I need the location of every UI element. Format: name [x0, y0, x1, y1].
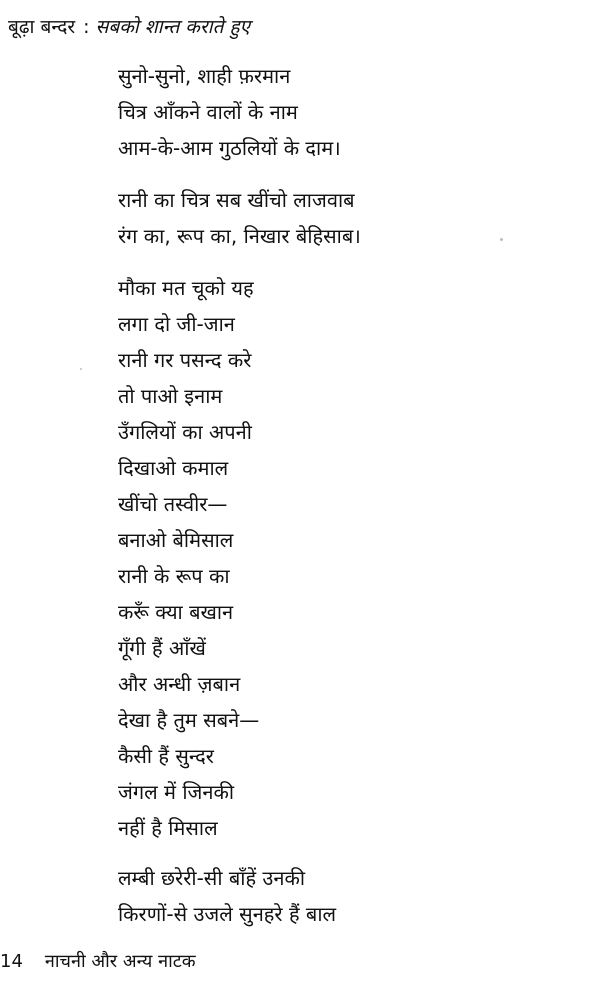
page-number: 14 — [0, 951, 23, 972]
paper-speck — [500, 238, 503, 241]
verse-line: चित्र आँकने वालों के नाम — [118, 100, 298, 124]
speaker-colon: : — [83, 16, 90, 38]
stanza-1 — [118, 58, 341, 166]
speaker-name: बूढ़ा बन्दर — [8, 16, 76, 38]
verse-line: तो पाओ इनाम — [118, 384, 223, 408]
verse-line: रानी के रूप का — [118, 564, 230, 588]
stage-direction: सबको शान्त कराते हुए — [95, 16, 251, 38]
verse-line: खींचो तस्वीर— — [118, 492, 228, 516]
verse-line: और अन्धी ज़बान — [118, 672, 241, 696]
verse-line: बनाओ बेमिसाल — [118, 528, 234, 552]
verse-line: लगा दो जी-जान — [118, 312, 235, 336]
verse-line: कैसी हैं सुन्दर — [118, 744, 214, 768]
verse-line: आम-के-आम गुठलियों के दाम। — [118, 136, 341, 160]
verse-line: जंगल में जिनकी — [118, 780, 234, 804]
verse-line: नहीं है मिसाल — [118, 816, 218, 840]
verse-line: गूँगी हैं आँखें — [118, 636, 206, 660]
verse-line: दिखाओ कमाल — [118, 456, 229, 480]
verse-line: करूँ क्या बखान — [118, 600, 234, 624]
stanza-3 — [118, 270, 259, 846]
verse-line: रानी गर पसन्द करे — [118, 348, 252, 372]
page-footer — [0, 950, 196, 974]
verse-line: मौका मत चूको यह — [118, 276, 254, 300]
paper-speck — [80, 368, 82, 370]
stanza-2 — [118, 182, 361, 254]
verse-line: किरणों-से उजले सुनहरे हैं बाल — [118, 902, 337, 926]
verse-line: लम्बी छरेरी-सी बाँहें उनकी — [118, 866, 306, 890]
verse-line: रंग का, रूप का, निखार बेहिसाब। — [118, 224, 361, 248]
verse-line: देखा है तुम सबने— — [118, 708, 260, 732]
book-title: नाचनी और अन्य नाटक — [44, 951, 196, 972]
speaker-line — [8, 14, 250, 40]
stanza-4 — [118, 860, 336, 932]
verse-line: सुनो-सुनो, शाही फ़रमान — [118, 64, 291, 88]
verse-line: उँगलियों का अपनी — [118, 420, 252, 444]
verse-line: रानी का चित्र सब खींचो लाजवाब — [118, 188, 355, 212]
